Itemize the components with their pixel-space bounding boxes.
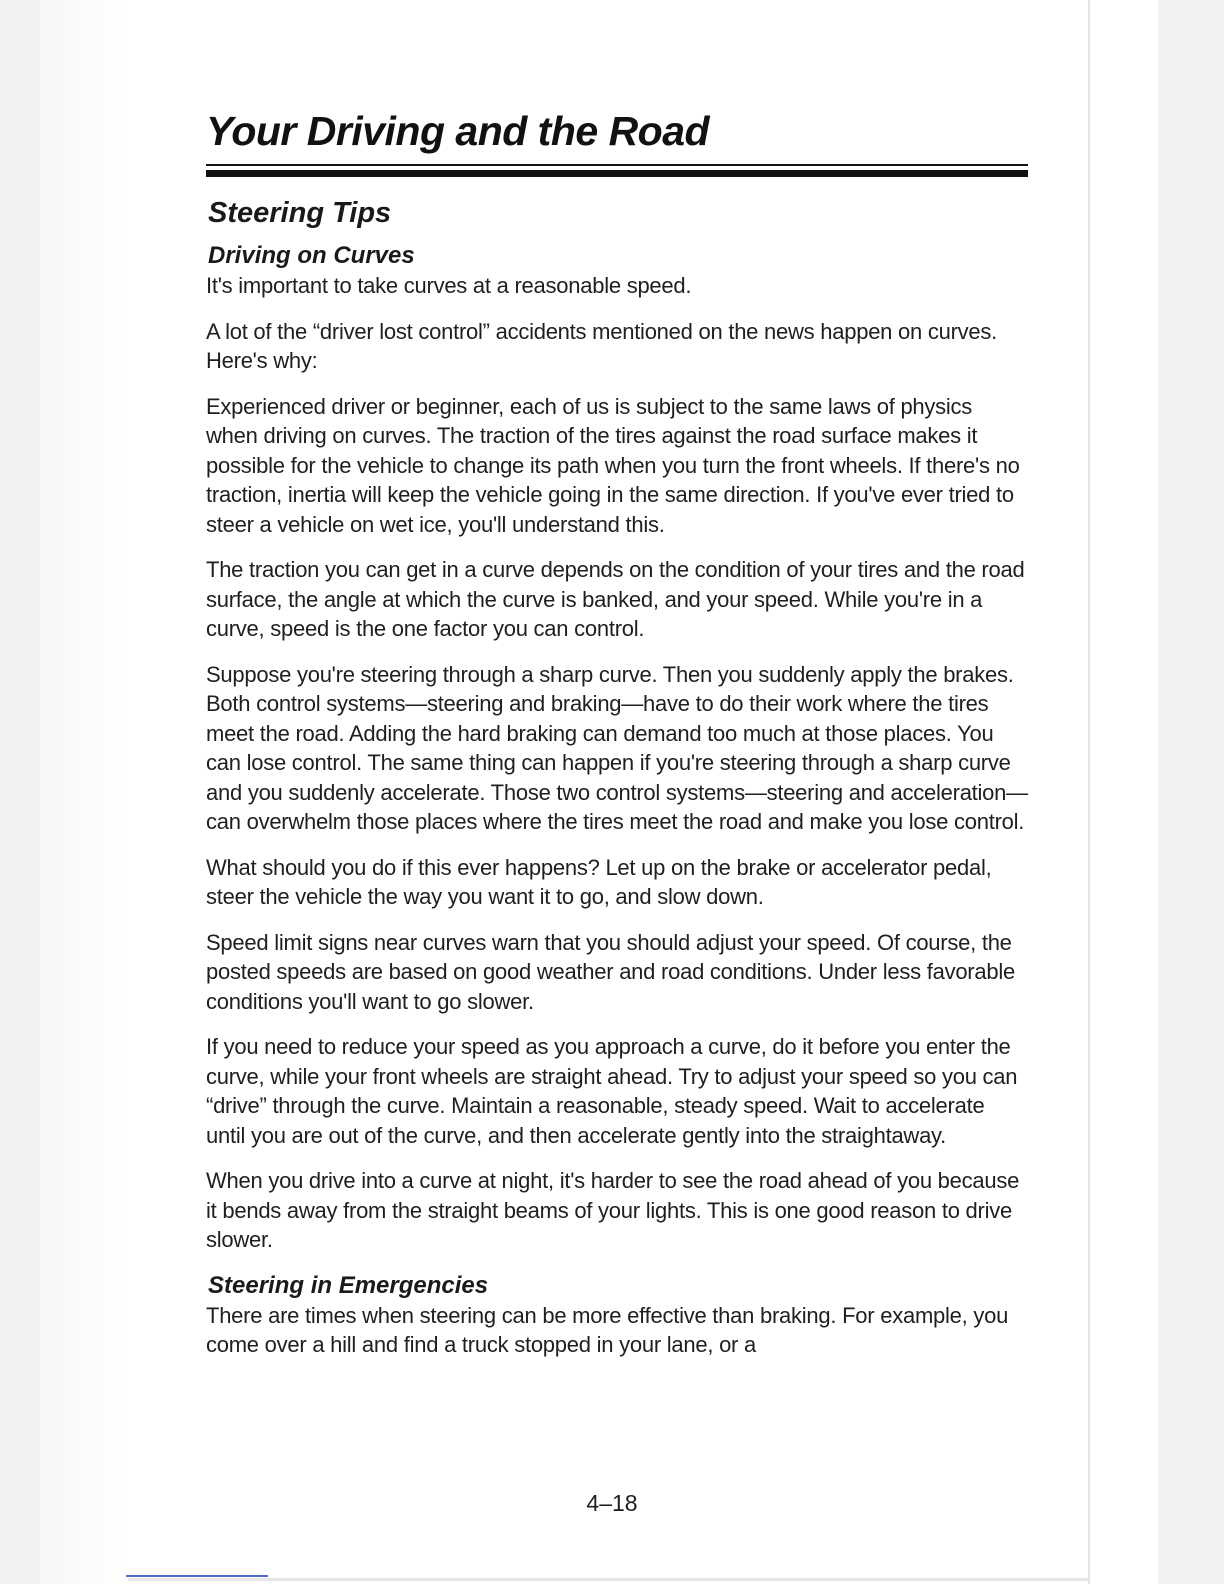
- subsection-title-steering-in-emergencies: Steering in Emergencies: [208, 1271, 489, 1299]
- paragraph: It's important to take curves at a reasonable speed.: [206, 273, 692, 298]
- page-content: [206, 100, 1028, 1376]
- paragraph: What should you do if this ever happens? Let up on the brake or accelerator pedal, steer the vehicle the way you want it to go, and slow down.: [206, 854, 992, 909]
- paragraph: The traction you can get in a curve depends on the condition of your tires and the road surface, the angle at which the curve is banked, and your speed. While you're in a curve, speed is the one factor you can control.: [206, 557, 1025, 641]
- bottom-link-underline: [126, 1575, 268, 1577]
- subsection-title-driving-on-curves: Driving on Curves: [208, 242, 415, 269]
- page-number: 4–18: [586, 1490, 638, 1516]
- paragraph: A lot of the “driver lost control” accidents mentioned on the news happen on curves. Here's why:: [206, 318, 998, 373]
- section-title: Steering Tips: [208, 197, 392, 229]
- title-rule-thin: [206, 164, 1028, 166]
- page-edge-right: [1088, 0, 1090, 1584]
- page-edge-bottom: [128, 1578, 1088, 1581]
- title-rule-thick: [206, 170, 1028, 177]
- paragraph: Speed limit signs near curves warn that you should adjust your speed. Of course, the posted speeds are based on good weather and road conditions. Under less favorable conditions you'll want to go slower.: [206, 929, 1015, 1014]
- paragraph: Experienced driver or beginner, each of us is subject to the same laws of physics when driving on curves. The traction of the tires against the road surface makes it possible for the vehicle to change its path when you turn the front wheels. If there's no traction, inertia will keep the vehicle going in the same direction. If you've ever tried to steer a vehicle on wet ice, you'll understand this.: [206, 393, 1020, 537]
- paragraph: There are times when steering can be more effective than braking. For example, you come over a hill and find a truck stopped in your lane, or a: [206, 1302, 1009, 1357]
- chapter-title: Your Driving and the Road: [206, 108, 710, 154]
- paragraph: Suppose you're steering through a sharp curve. Then you suddenly apply the brakes. Both control systems—steering and braking—have to do their work where the tires meet the road. Adding the hard braking can demand too much at those places. You can lose control. The same thing can happen if you're steering through a sharp curve and you suddenly accelerate. Those two control systems—steering and acceleration—can overwhelm those places where the tires meet the road and make you lose control.: [206, 661, 1028, 834]
- paragraph: When you drive into a curve at night, it's harder to see the road ahead of you because it bends away from the straight beams of your lights. This is one good reason to drive slower.: [206, 1168, 1020, 1252]
- page-shadow: [40, 0, 128, 1584]
- paragraph: If you need to reduce your speed as you approach a curve, do it before you enter the curve, while your front wheels are straight ahead. Try to adjust your speed so you can “drive” through the curve. Maintain a reasonable, steady speed. Wait to accelerate until you are out of the curve, and then accelerate gently into the straightaway.: [206, 1034, 1018, 1148]
